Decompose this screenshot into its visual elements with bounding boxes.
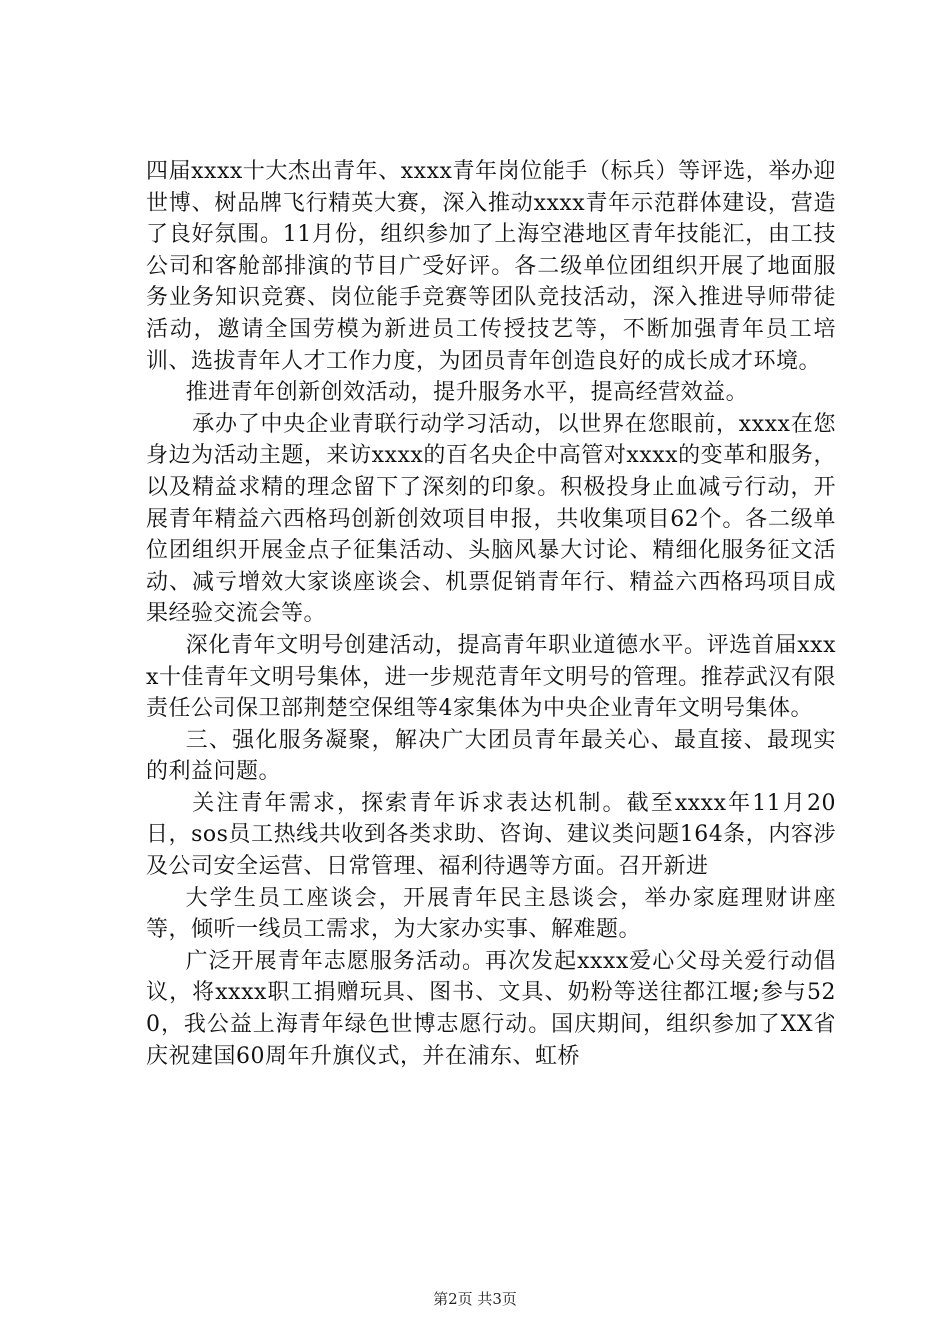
document-body — [146, 156, 836, 1072]
paragraph-student-forum: 大学生员工座谈会，开展青年民主恳谈会，举办家庭理财讲座等，倾听一线员工需求，为大家办实事、解难题。 — [146, 885, 836, 943]
paragraph-action-learning: 承办了中央企业青联行动学习活动，以世界在您眼前，xxxx在您身边为活动主题，来访xxxx的百名央企中高管对xxxx的变革和服务，以及精益求精的理念留下了深刻的印象。积极投身止血减亏行动，开展青年精益六西格玛创新创效项目申报，共收集项目62个。各二级单位团组织开展金点子征集活动、头脑风暴大讨论、精细化服务征文活动、减亏增效大家谈座谈会、机票促销青年行、精益六西格玛项目成果经验交流会等。 — [146, 411, 836, 627]
paragraph-innovation-heading: 推进青年创新创效活动，提升服务水平，提高经营效益。 — [185, 380, 749, 406]
paragraph-youth-needs: 关注青年需求，探索青年诉求表达机制。截至xxxx年11月20日，sos员工热线共收到各类求助、咨询、建议类问题164条，内容涉及公司安全运营、日常管理、福利待遇等方面。召开新进 — [146, 790, 836, 880]
paragraph-volunteer-service: 广泛开展青年志愿服务活动。再次发起xxxx爱心父母关爱行动倡议，将xxxx职工捐赠玩具、图书、文具、奶粉等送往都江堰;参与520，我公益上海青年绿色世博志愿行动。国庆期间，组织参加了XX省庆祝建国60周年升旗仪式，并在浦东、虹桥 — [146, 948, 836, 1069]
paragraph-civilized-unit: 深化青年文明号创建活动，提高青年职业道德水平。评选首届xxxx十佳青年文明号集体，进一步规范青年文明号的管理。推荐武汉有限责任公司保卫部荆楚空保组等4家集体为中央企业青年文明号集体。 — [146, 632, 836, 722]
paragraph-section-three-heading: 三、强化服务凝聚，解决广大团员青年最关心、最直接、最现实的利益问题。 — [146, 727, 836, 785]
paragraph-awards-continued: 四届xxxx十大杰出青年、xxxx青年岗位能手（标兵）等评选，举办迎世博、树品牌飞行精英大赛，深入推动xxxx青年示范群体建设，营造了良好氛围。11月份，组织参加了上海空港地区青年技能汇，由工技公司和客舱部排演的节目广受好评。各二级单位团组织开展了地面服务业务知识竞赛、岗位能手竞赛等团队竞技活动，深入推进导师带徒活动，邀请全国劳模为新进员工传授技艺等，不断加强青年员工培训、选拔青年人才工作力度，为团员青年创造良好的成长成才环境。 — [146, 159, 836, 374]
page-number-footer: 第2页 共3页 — [433, 1290, 517, 1308]
